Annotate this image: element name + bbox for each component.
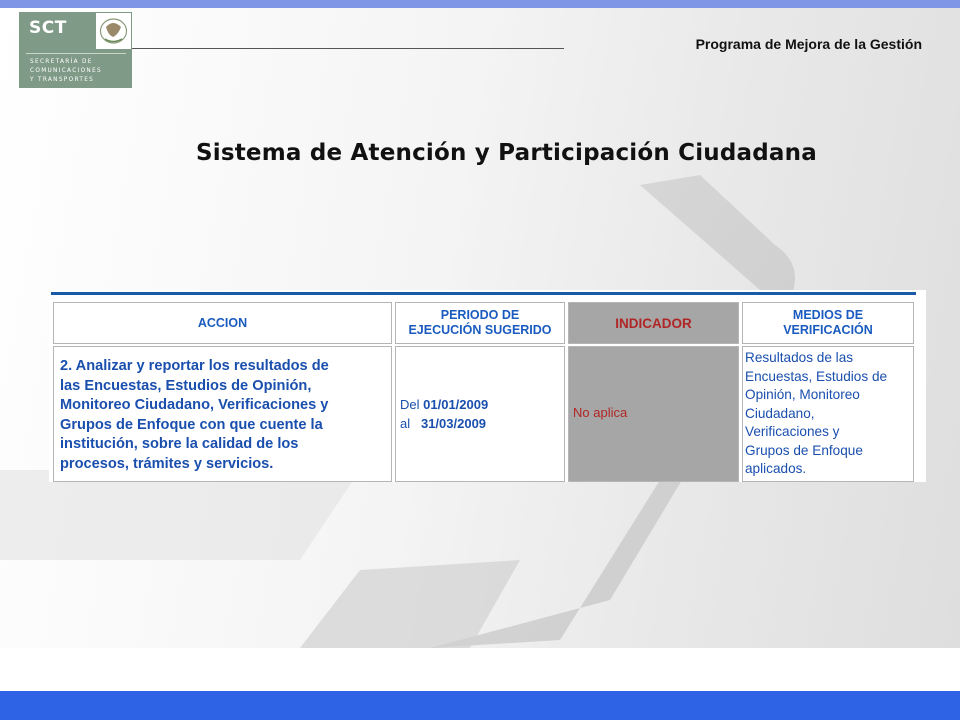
- medios-line: Ciudadano,: [745, 405, 815, 421]
- medios-line: Verificaciones y: [745, 424, 840, 439]
- header-periodo-line1: PERIODO DE: [440, 308, 520, 322]
- logo-line-2: COMUNICACIONES: [30, 68, 103, 74]
- accion-line: institución, sobre la calidad de los: [60, 436, 299, 452]
- header-medios-line1: MEDIOS DE: [792, 308, 864, 322]
- periodo-to-date: 31/03/2009: [420, 416, 487, 431]
- logo-sct-text: SCT: [29, 18, 67, 38]
- cell-indicador: [568, 346, 739, 482]
- action-table: [49, 290, 926, 482]
- cell-medios: [742, 346, 914, 482]
- header-medios: [742, 302, 914, 344]
- medios-line: Resultados de las: [745, 350, 854, 365]
- sct-logo: [19, 12, 132, 88]
- logo-line-3: Y TRANSPORTES: [30, 77, 95, 83]
- medios-line: Grupos de Enfoque: [745, 442, 863, 458]
- header-periodo-line2: EJECUCIÓN SUGERIDO: [408, 323, 552, 337]
- accion-line: 2. Analizar y reportar los resultados de: [60, 358, 329, 374]
- logo-divider: [26, 53, 126, 54]
- header-accion: [53, 302, 392, 344]
- header-indicador: [568, 302, 739, 344]
- header-periodo: [395, 302, 565, 344]
- program-title: Programa de Mejora de la Gestión: [695, 36, 922, 52]
- accion-line: procesos, trámites y servicios.: [60, 455, 274, 472]
- accion-line: las Encuestas, Estudios de Opinión,: [60, 377, 312, 394]
- page-title: Sistema de Atención y Participación Ciudadana: [196, 140, 817, 166]
- cell-periodo: [395, 346, 565, 482]
- table-top-bar: [51, 292, 916, 295]
- header-medios-line2: VERIFICACIÓN: [783, 323, 873, 337]
- medios-line: Encuestas, Estudios de: [745, 368, 888, 384]
- medios-line: aplicados.: [745, 461, 807, 476]
- accion-line: Grupos de Enfoque con que cuente la: [60, 416, 323, 433]
- periodo-from-date: 01/01/2009: [423, 397, 489, 412]
- cell-accion: [53, 346, 392, 482]
- header-indicador-label: INDICADOR: [615, 315, 692, 331]
- medios-line: Opinión, Monitoreo: [745, 387, 860, 402]
- accion-line: Monitoreo Ciudadano, Verificaciones y: [60, 397, 329, 413]
- header-rule: [132, 48, 564, 49]
- coat-of-arms-icon: [96, 13, 131, 49]
- indicador-value: No aplica: [573, 405, 628, 420]
- periodo-from-label: Del: [400, 397, 420, 412]
- periodo-to-label: al: [400, 416, 411, 431]
- bottom-accent-bar: [0, 691, 960, 720]
- logo-line-1: SECRETARÍA DE: [30, 59, 93, 65]
- header-accion-label: ACCION: [197, 315, 248, 330]
